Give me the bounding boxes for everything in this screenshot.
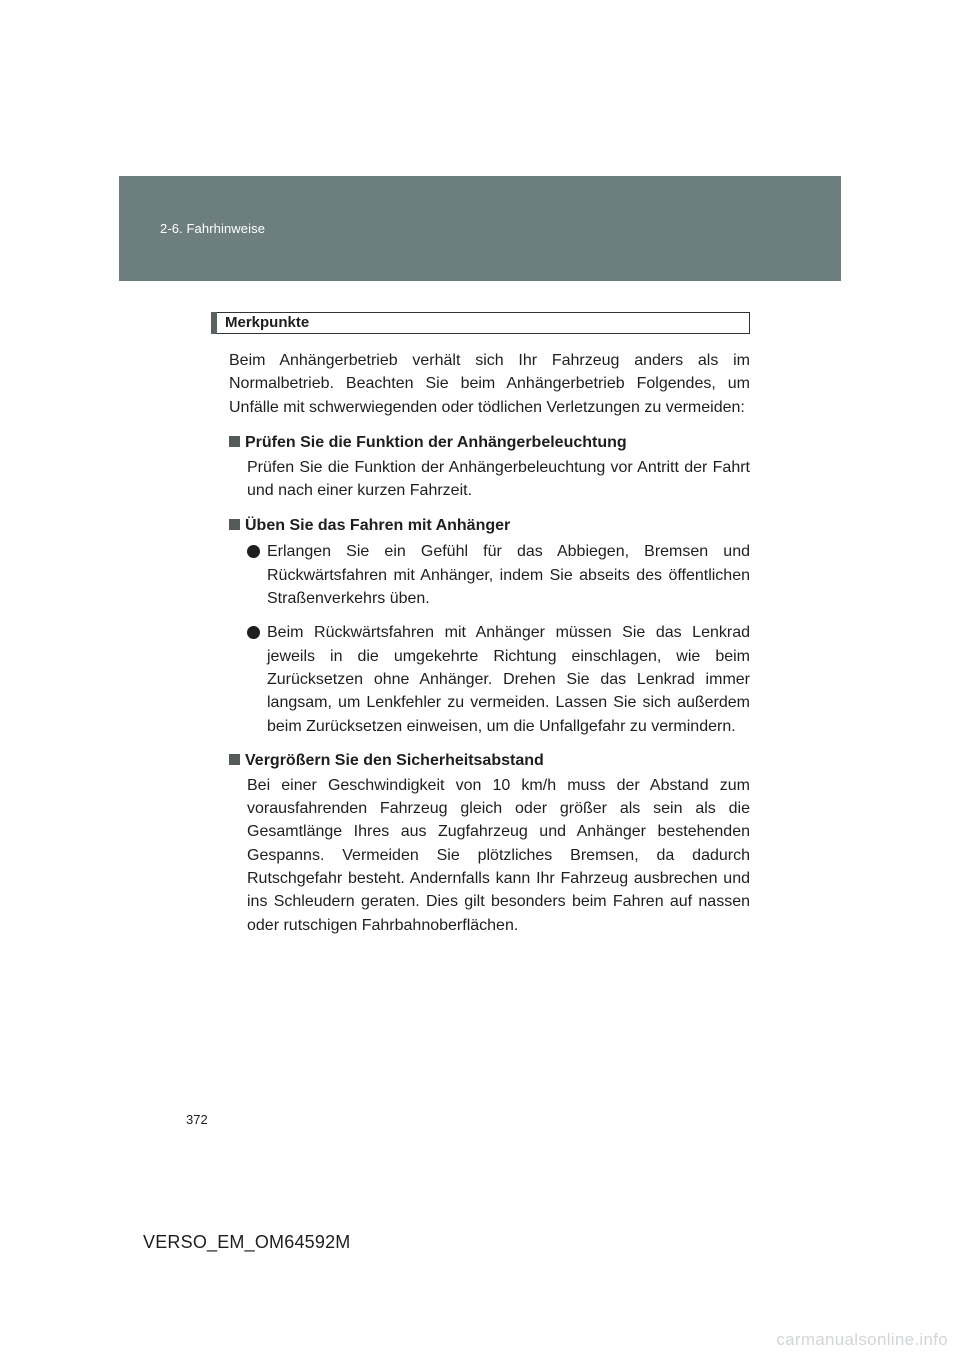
page-number: 372: [186, 1112, 208, 1127]
bullet-list: [211, 540, 750, 737]
intro-paragraph: Beim Anhängerbetrieb verhält sich Ihr Fahrzeug anders als im Normalbetrieb. Beachten Sie beim Anhängerbetrieb Folgendes, um Unfälle mit schwerwiegenden oder tödlichen Verletzungen zu vermeiden:: [229, 352, 750, 416]
dot-icon: [247, 545, 260, 558]
square-icon: [229, 436, 240, 447]
section-practice-driving: [211, 514, 750, 737]
section-heading: [211, 431, 750, 454]
section-heading: [211, 514, 750, 537]
box-title: Merkpunkte: [211, 312, 750, 334]
document-code: VERSO_EM_OM64592M: [143, 1232, 351, 1252]
section-body: Prüfen Sie die Funktion der Anhängerbeleuchtung vor Antritt der Fahrt und nach einer kurzen Fahrzeit.: [247, 458, 750, 500]
list-item: [211, 621, 750, 737]
dot-icon: [247, 626, 260, 639]
section-heading-text: Prüfen Sie die Funktion der Anhängerbeleuchtung: [245, 433, 627, 451]
list-item-text: Erlangen Sie ein Gefühl für das Abbiegen, Bremsen und Rückwärtsfahren mit Anhänger, indem Sie abseits des öffentlichen Straßenverkehrs üben.: [267, 543, 750, 608]
square-icon: [229, 754, 240, 765]
page-content: [211, 312, 750, 937]
section-heading: [211, 749, 750, 772]
watermark: carmanualsonline.info: [776, 1330, 948, 1349]
section-safety-distance: [211, 749, 750, 937]
section-heading-text: Vergrößern Sie den Sicherheitsabstand: [245, 751, 544, 769]
section-heading-text: Üben Sie das Fahren mit Anhänger: [245, 517, 511, 535]
square-icon: [229, 519, 240, 530]
section-body: Bei einer Geschwindigkeit von 10 km/h muss der Abstand zum vorausfahrenden Fahrzeug gleich oder größer als sein als die Gesamtlänge Ihres aus Zugfahrzeug und Anhänger bestehenden Gespanns. Vermeiden Sie plötzliches Bremsen, da dadurch Rutschgefahr besteht. Andernfalls kann Ihr Fahrzeug ausbrechen und ins Schleudern geraten. Dies gilt besonders beim Fahren auf nassen oder rutschigen Fahrbahnoberflächen.: [247, 776, 750, 934]
header-band: [119, 176, 841, 281]
section-trailer-lights: [211, 431, 750, 503]
list-item: [211, 540, 750, 610]
list-item-text: Beim Rückwärtsfahren mit Anhänger müssen Sie das Lenkrad jeweils in die umgekehrte Richtung einschlagen, wie beim Zurücksetzen ohne Anhänger. Drehen Sie das Lenkrad immer langsam, um Lenkfehler zu vermeiden. Lassen Sie sich außerdem beim Zurücksetzen einweisen, um die Unfallgefahr zu vermindern.: [267, 624, 750, 735]
section-title: 2-6. Fahrhinweise: [160, 221, 266, 236]
